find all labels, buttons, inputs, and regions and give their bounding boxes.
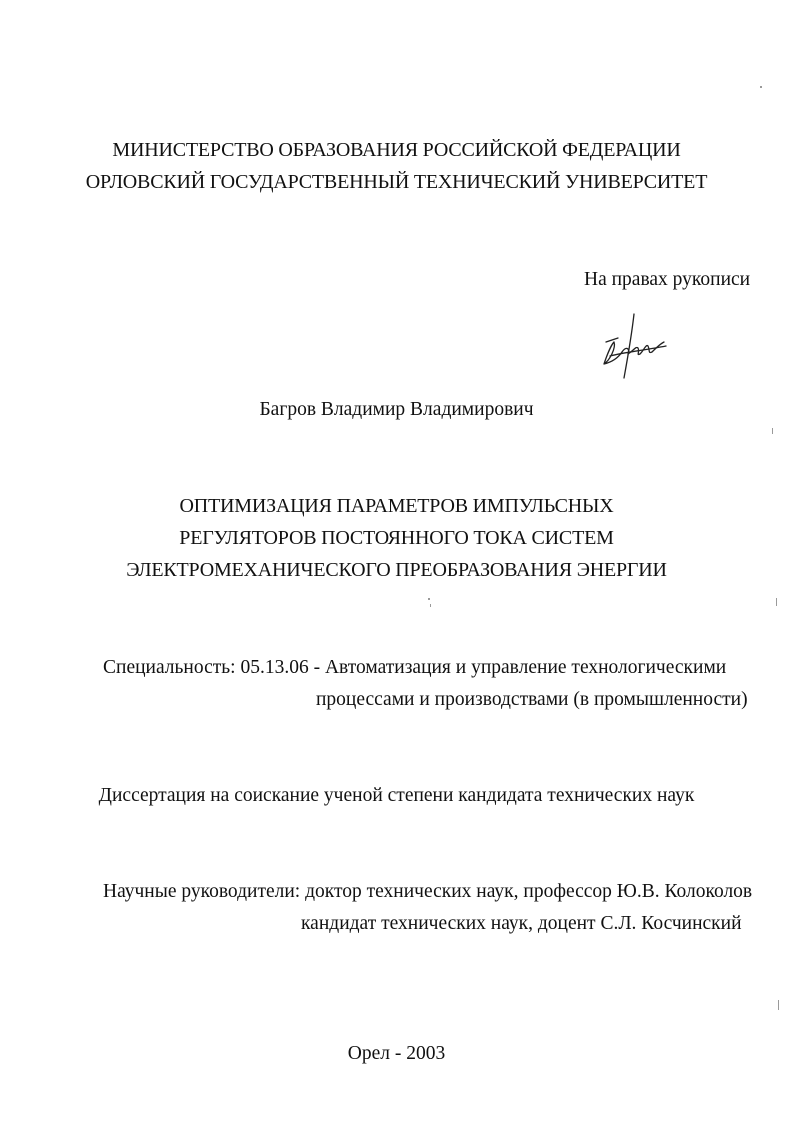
- supervisors-line-1: Научные руководители: доктор технических наук, профессор Ю.В. Колоколов: [103, 881, 753, 902]
- title-line-3: ЭЛЕКТРОМЕХАНИЧЕСКОГО ПРЕОБРАЗОВАНИЯ ЭНЕРГИИ: [126, 559, 667, 581]
- ministry-heading: МИНИСТЕРСТВО ОБРАЗОВАНИЯ РОССИЙСКОЙ ФЕДЕРАЦИИ: [112, 139, 681, 161]
- author-name: Багров Владимир Владимирович: [259, 399, 534, 420]
- manuscript-note: На правах рукописи: [584, 269, 751, 290]
- specialty-line-2: процессами и производствами (в промышленности): [316, 689, 748, 710]
- scan-speck: [430, 604, 431, 607]
- supervisors-line-2: кандидат технических наук, доцент С.Л. Косчинский: [301, 913, 742, 934]
- scan-speck: [778, 1000, 779, 1010]
- city-year: Орел - 2003: [347, 1043, 446, 1064]
- scan-speck: [760, 86, 762, 88]
- scan-speck: [428, 598, 430, 600]
- handwritten-signature: [590, 312, 670, 380]
- title-line-1: ОПТИМИЗАЦИЯ ПАРАМЕТРОВ ИМПУЛЬСНЫХ: [179, 495, 614, 517]
- university-heading: ОРЛОВСКИЙ ГОСУДАРСТВЕННЫЙ ТЕХНИЧЕСКИЙ УНИВЕРСИТЕТ: [85, 171, 708, 193]
- scan-speck: [776, 598, 777, 606]
- scan-speck: [772, 428, 773, 434]
- title-line-2: РЕГУЛЯТОРОВ ПОСТОЯННОГО ТОКА СИСТЕМ: [179, 527, 614, 549]
- specialty-line-1: Специальность: 05.13.06 - Автоматизация и управление технологическими: [103, 657, 727, 678]
- dissertation-statement: Диссертация на соискание ученой степени кандидата технических наук: [98, 785, 695, 806]
